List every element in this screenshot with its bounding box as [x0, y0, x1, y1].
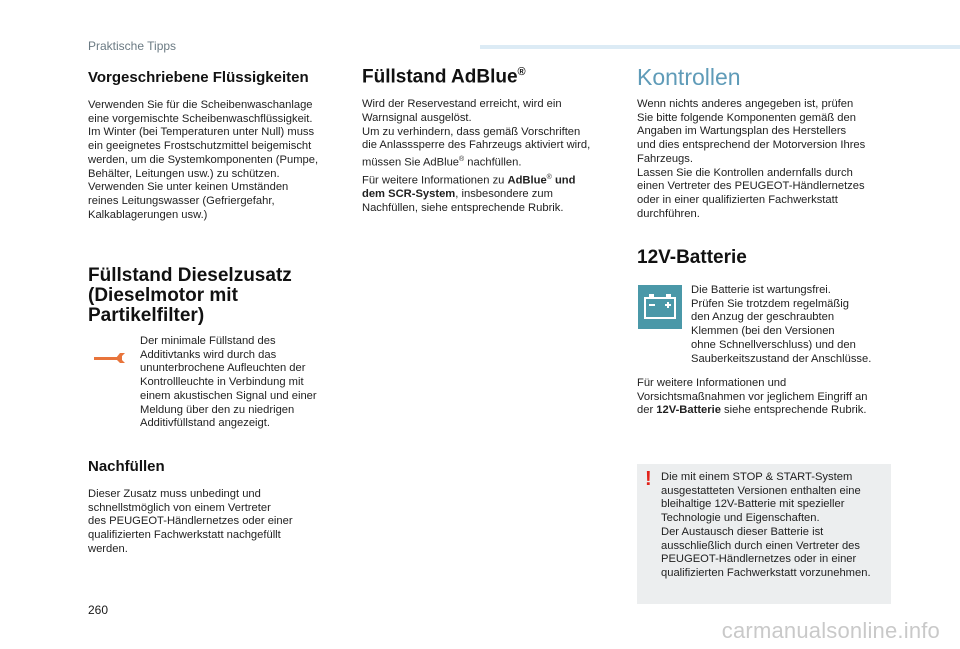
text-line: Warnsignal ausgelöst. [362, 112, 472, 125]
text-line: schnellstmöglich von einem Vertreter [88, 501, 271, 514]
text-line: des PEUGEOT-Händlernetzes oder einer [88, 515, 293, 528]
text-line: durchführen. [637, 207, 700, 220]
heading-line: Partikelfilter) [88, 305, 205, 326]
additive-text [140, 335, 350, 431]
registered-mark: ® [517, 66, 526, 78]
text-line: Behälter, Leitungen usw.) zu schützen. [88, 167, 280, 180]
text-span: Für weitere Informationen zu [362, 174, 508, 187]
text-span: nachfüllen. [464, 156, 522, 169]
text-line [362, 171, 617, 188]
checks-heading: Kontrollen [637, 64, 741, 90]
section-title: Praktische Tipps [88, 39, 177, 53]
text-line: und dies entsprechend der Motorversion Ihres [637, 139, 866, 152]
bold-term: dem SCR-System [362, 188, 456, 201]
section-battery [637, 247, 897, 269]
watermark: carmanualsonline.info [721, 618, 940, 643]
text-line: Kontrollleuchte in Verbindung mit [140, 376, 304, 389]
text-line: PEUGEOT-Händlernetzes oder in einer [661, 553, 857, 566]
text-line: den Anzug der geschraubten [691, 311, 835, 324]
text-line: Verwenden Sie für die Scheibenwaschanlage [88, 99, 313, 111]
section-additive [88, 266, 348, 326]
text-line: Der minimale Füllstand des [140, 335, 276, 347]
warning-box [637, 464, 891, 604]
text-line: Prüfen Sie trotzdem regelmäßig [691, 297, 849, 310]
text-line: Sie bitte folgende Komponenten gemäß den [637, 111, 856, 124]
adblue-text [362, 98, 617, 215]
text-line: oder in einer qualifizierten Fachwerkstatt [637, 193, 838, 206]
registered-mark: ® [459, 156, 465, 164]
refill-text [88, 488, 348, 557]
text-line: ohne Schnellverschluss) und den [691, 338, 856, 351]
text-line: ausschließlich durch einen Vertreter des [661, 539, 860, 552]
text-line: Um zu verhindern, dass gemäß Vorschriften [362, 125, 581, 138]
text-line: einen Vertreter des PEUGEOT-Händlernetzes [637, 180, 865, 193]
text-line: die Anlasssperre des Fahrzeugs aktiviert wird, [362, 139, 591, 152]
battery-heading: 12V-Batterie [637, 247, 747, 268]
text-line: Fahrzeugs. [637, 152, 693, 165]
page-number: 260 [88, 603, 109, 617]
text-line: Additivtanks wird durch das [140, 348, 277, 361]
fluids-heading: Vorgeschriebene Flüssigkeiten [88, 69, 309, 86]
section-adblue [362, 66, 617, 215]
text-line: Lassen Sie die Kontrollen andernfalls durch [637, 166, 853, 179]
text-line: ausgestatteten Versionen enthalten eine [661, 484, 861, 497]
text-line: Nachfüllen, siehe entsprechende Rubrik. [362, 201, 564, 214]
text-line: Angaben im Wartungsplan des Herstellers [637, 125, 847, 138]
text-line: Klemmen (bei den Versionen [691, 325, 835, 338]
text-line: werden, um die Systemkomponenten (Pumpe, [88, 153, 319, 166]
bold-term: 12V-Batterie [656, 404, 721, 417]
adblue-heading [362, 66, 617, 88]
warning-text [661, 471, 889, 581]
text-line: ein geeignetes Frostschutzmittel beigemischt [88, 140, 312, 153]
text-span: siehe entsprechende Rubrik. [720, 404, 867, 417]
text-span: , insbesondere zum [455, 188, 553, 201]
text-line: Sauberkeitszustand der Anschlüsse. [691, 352, 872, 365]
checks-text [637, 98, 897, 221]
text-line: werden. [88, 542, 128, 555]
text-line: reines Leitungswasser (Gefriergefahr, [88, 194, 275, 207]
text-line [362, 188, 617, 202]
text-line: qualifizierten Fachwerkstatt nachgefüllt [88, 529, 281, 542]
text-line: Vorsichtsmaßnahmen vor jeglichem Eingriff an [637, 390, 868, 403]
text-line: Additivfüllstand angezeigt. [140, 417, 270, 430]
text-line: einem akustischen Signal und einer [140, 389, 317, 402]
section-fluids [88, 69, 348, 222]
text-line: Die mit einem STOP & START-System [661, 471, 853, 483]
text-line: Wenn nichts anderes angegeben ist, prüfen [637, 98, 854, 110]
fluids-text [88, 99, 348, 222]
refill-heading: Nachfüllen [88, 458, 165, 475]
text-line: Wird der Reservestand erreicht, wird ein [362, 98, 562, 111]
heading-line: (Dieselmotor mit [88, 285, 238, 306]
text-line: Verwenden Sie unter keinen Umständen [88, 181, 289, 194]
text-line: bleihaltige 12V-Batterie mit spezieller [661, 498, 845, 511]
bold-term: AdBlue [507, 174, 547, 187]
section-refill [88, 458, 348, 557]
battery-text [691, 284, 901, 366]
text-line: Im Winter (bei Temperaturen unter Null) muss [88, 126, 315, 139]
header-bar [480, 45, 960, 49]
text-line: qualifizierten Fachwerkstatt vorzunehmen. [661, 566, 871, 579]
text-line: Für weitere Informationen und [637, 377, 787, 389]
adblue-title: Füllstand AdBlue [362, 66, 518, 88]
text-line: Meldung über den zu niedrigen [140, 403, 295, 416]
text-span: der [637, 404, 657, 417]
text-span: müssen Sie AdBlue [362, 156, 460, 169]
battery-more-info [637, 377, 907, 418]
additive-heading [88, 266, 348, 326]
text-line [637, 404, 907, 418]
warning-icon: ! [645, 468, 652, 490]
battery-icon [638, 285, 682, 329]
bold-term: und [551, 174, 576, 187]
text-line: eine vorgemischte Scheibenwaschflüssigkeit. [88, 112, 313, 125]
section-checks [637, 64, 897, 221]
heading-line: Füllstand Dieselzusatz [88, 265, 292, 286]
text-line: Kalkablagerungen usw.) [88, 208, 208, 221]
text-line: Technologie und Eigenschaften. [661, 512, 820, 525]
text-line: Die Batterie ist wartungsfrei. [691, 284, 831, 296]
text-line: Der Austausch dieser Batterie ist [661, 525, 824, 538]
text-line: Dieser Zusatz muss unbedingt und [88, 488, 261, 500]
wrench-icon [92, 343, 128, 367]
text-line: ununterbrochene Aufleuchten der [140, 362, 306, 375]
text-line [362, 153, 617, 170]
registered-mark: ® [546, 173, 552, 181]
